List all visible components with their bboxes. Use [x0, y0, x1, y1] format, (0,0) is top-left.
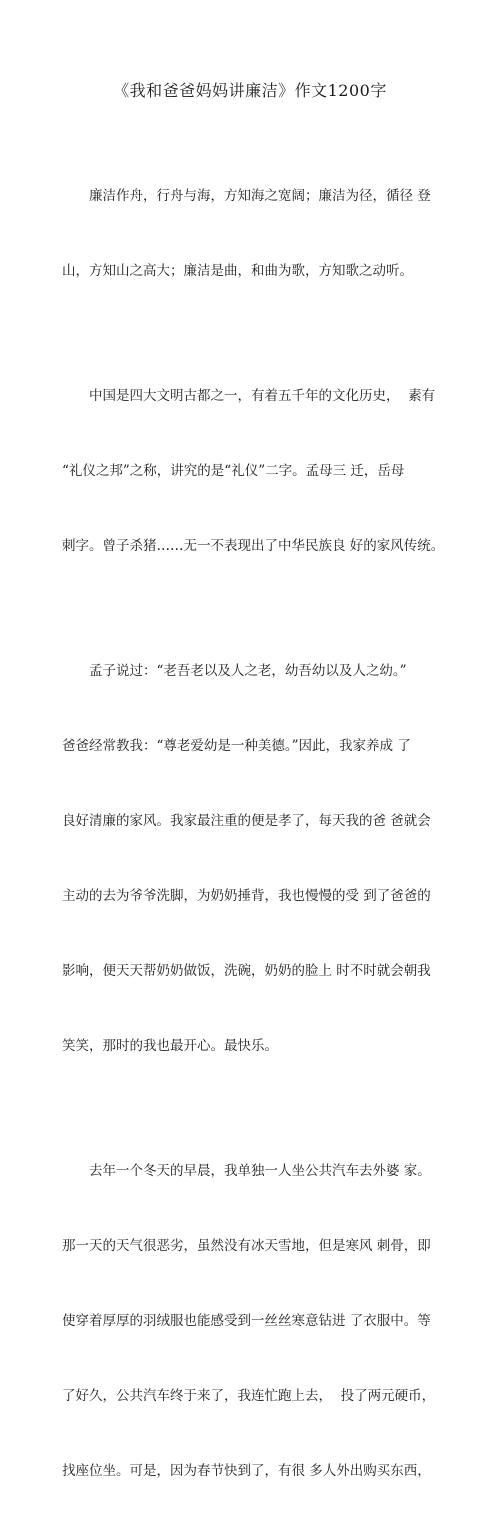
document-title: 《我和爸爸妈妈讲廉洁》作文1200字: [113, 81, 387, 100]
paragraph-2: [62, 334, 458, 609]
paragraph-line: 山，方知山之高大；廉洁是曲，和曲为歌，方知歌之动听。: [62, 263, 413, 279]
paragraph-3: [62, 609, 458, 1109]
paragraph-line: 刺字。曾子杀猪……无一不表现出了中华民族良 好的家风传统。: [62, 538, 445, 554]
paragraph-line: 使穿着厚厚的羽绒服也能感受到一丝丝寒意钻进 了衣服中。等: [62, 1313, 431, 1329]
paragraph-line: 中国是四大文明古都之一，有着五千年的文化历史， 素有: [62, 388, 436, 404]
paragraph-line: 廉洁作舟，行舟与海，方知海之宽阔；廉洁为径，循径 登: [62, 188, 431, 204]
paragraph-4: [62, 1109, 458, 1534]
paragraph-line: “礼仪之邦”之称，讲究的是“礼仪”二字。孟母三 迁，岳母: [62, 463, 405, 479]
paragraph-line: 孟子说过：“老吾老以及人之老，幼吾幼以及人之幼。”: [62, 663, 407, 679]
paragraph-1: [62, 134, 458, 334]
paragraph-line: 找座位坐。可是，因为春节快到了，有很 多人外出购买东西，: [62, 1463, 431, 1479]
paragraph-line: 那一天的天气很恶劣，虽然没有冰天雪地，但是寒风 刺骨，即: [62, 1238, 431, 1254]
document-body: [62, 134, 458, 1534]
paragraph-line: 主动的去为爷爷洗脚，为奶奶捶背，我也慢慢的受 到了爸爸的: [62, 888, 431, 904]
paragraph-line: 去年一个冬天的早晨，我单独一人坐公共汽车去外婆 家。: [62, 1163, 431, 1179]
paragraph-line: 良好清廉的家风。我家最注重的便是孝了，每天我的爸 爸就会: [62, 813, 431, 829]
paragraph-line: 了好久，公共汽车终于来了，我连忙跑上去， 投了两元硬币，: [62, 1388, 436, 1404]
paragraph-line: 影响，便天天帮奶奶做饭，洗碗，奶奶的脸上 时不时就会朝我: [62, 963, 431, 979]
paragraph-line: 爸爸经常教我：“尊老爱幼是一种美德。”因此，我家养成 了: [62, 738, 411, 754]
paragraph-line: 笑笑，那时的我也最开心。最快乐。: [62, 1038, 278, 1054]
